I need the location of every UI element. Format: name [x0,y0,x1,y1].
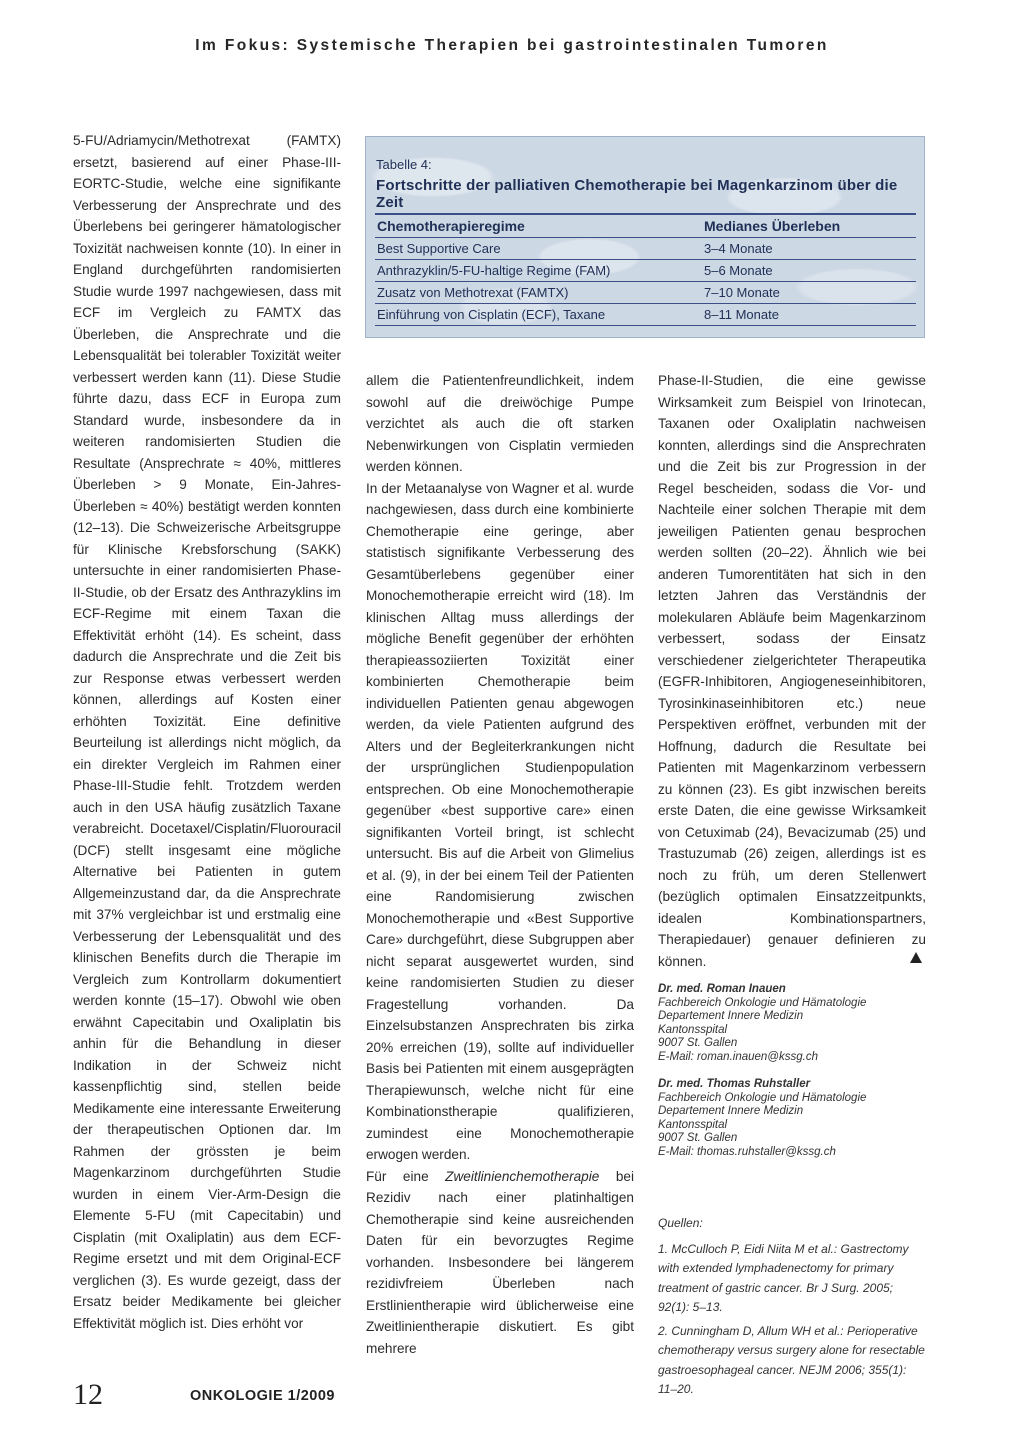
col1-paragraph: 5-FU/Adriamycin/Methotrexat (FAMTX) ersetzt, basierend auf einer Phase-III-EORTC-Studie, welche eine signifikante Verbesserung der Ansprechrate und des Überlebens bei geringerer hämatologischer Toxizität nachweisen konnte (10). In einer in England durchgeführten randomisierten Studie wurde 1997 nachgewiesen, dass mit ECF im Vergleich zu FAMTX das Überleben, die Ansprechrate und die Lebensqualität bei tolerabler Toxizität weiter verbessert werden kann (11). Diese Studie führte dazu, dass ECF in Europa zum Standard wurde, insbesondere da in weiteren randomisierten Studien die Resultate (Ansprechrate ≈ 40%, mittleres Überleben > 9 Monate, Ein-Jahres-Überleben ≈ 40%) bestätigt werden konnten (12–13). Die Schweizerische Arbeitsgruppe für Klinische Krebsforschung (SAKK) untersuchte in einer randomisierten Phase-II-Studie, ob der Ersatz des Anthrazyklins im ECF-Regime mit einem Taxan die Effektivität erhöht (14). Es scheint, dass dadurch die Ansprechrate und die Zeit bis zur Response etwas verbessert werden können, allerdings auf Kosten einer erhöhten Toxizität. Eine definitive Beurteilung ist allerdings nicht möglich, da ein direkter Vergleich im Rahmen einer Phase-III-Studie fehlt. Trotzdem werden auch in den USA häufig zusätzlich Taxane verabreicht. Docetaxel/Cisplatin/Fluorouracil (DCF) stellt insgesamt eine mögliche Alternative bei Patienten in gutem Allgemeinzustand dar, da die Ansprechrate mit 37% vergleichbar ist und erstmalig eine Verbesserung der Lebensqualität und des klinischen Benefits durch die Therapie im Vergleich zum Kontrollarm dokumentiert werden konnte (15–17). Obwohl wie oben erwähnt Capecitabin und Oxaliplatin bis anhin für die Behandlung in dieser Indikation in der Schweiz nicht kassenpflichtig sind, stellen beide Medikamente eine interessante Erweiterung der therapeutischen Optionen dar. Im Rahmen der grössten je beim Magenkarzinom durchgeführten Studie wurden in einem Vier-Arm-Design die Elemente 5-FU (mit Capecitabin) und Cisplatin (mit Oxaliplatin) aus dem ECF-Regime ersetzt und mit dem Original-ECF verglichen (3). Es wurde gezeigt, dass der Ersatz beider Medikamente bei gleicher Effektivität möglich ist. Dies erhöht vor [73,133,341,1331]
table-cell: 5–6 Monate [702,260,916,282]
author-email[interactable]: E-Mail: thomas.ruhstaller@kssg.ch [658,1145,836,1158]
end-triangle-icon [910,952,922,963]
table-cell: Zusatz von Methotrexat (FAMTX) [375,282,702,304]
table-cell: Einführung von Cisplatin (ECF), Taxane [375,304,702,326]
table-header-cell: Medianes Überleben [702,214,916,238]
running-header: Im Fokus: Systemische Therapien bei gastrointestinalen Tumoren [195,37,829,54]
table-row [375,238,916,260]
table-cell: 8–11 Monate [702,304,916,326]
author-block-2 [658,1078,926,1160]
table-header-cell: Chemotherapieregime [375,214,702,238]
author-line: Fachbereich Onkologie und Hämatologie [658,996,867,1009]
author-line: 9007 St. Gallen [658,1037,738,1050]
table-cell: 3–4 Monate [702,238,916,260]
author-name: Dr. med. Roman Inauen [658,983,786,995]
col2-p3-lead: Für eine [366,1168,446,1184]
table-caption: Tabelle 4: [376,157,432,172]
table-row [375,304,916,326]
journal-issue: ONKOLOGIE 1/2009 [190,1388,335,1404]
table-cell: 7–10 Monate [702,282,916,304]
col2-p3-rest: bei Rezidiv nach einer platinhaltigen Chemotherapie sind keine ausreichenden Daten für ein bevorzugtes Regime vorhanden. Insbesondere bei längerem rezidivfreiem Überleben nach Erstlinientherapie wird üblicherweise eine Zweitlinientherapie diskutiert. Es gibt mehrere [366,1168,634,1356]
reference-item: 1. McCulloch P, Eidi Niita M et al.: Gastrectomy with extended lymphadenectomy for primary treatment of gastric cancer. Br J Surg. 2005; 92(1): 5–13. [658,1241,909,1314]
author-block-1 [658,983,926,1065]
author-line: Fachbereich Onkologie und Hämatologie [658,1091,867,1104]
table-row [375,260,916,282]
col2-paragraph-2: In der Metaanalyse von Wagner et al. wurde nachgewiesen, dass durch eine kombinierte Chemotherapie eine geringe, aber statistisch signifikante Verbesserung des Gesamtüberlebens gegenüber einer Monochemotherapie erreicht wird (18). Im klinischen Alltag muss allerdings der mögliche Benefit gegenüber der erhöhten therapieassoziierten Toxizität einer kombinierten Chemotherapie beim individuellen Patienten genau abgewogen werden, da viele Patienten aufgrund des Alters und der Begleiterkrankungen nicht der ursprünglichen Studienpopulation entsprechen. Ob eine Monochemotherapie gegenüber «best supportive care» einen signifikanten Vorteil bringt, ist schlecht untersucht. Bis auf die Arbeit von Glimelius et al. (9), in der bei einem Teil der Patienten eine Randomisierung zwischen Monochemotherapie und «Best Supportive Care» durchgeführt, diese Subgruppen aber nicht separat ausgewertet wurden, sind keine randomisierten Studien zu dieser Fragestellung vorhanden. Da Einzelsubstanzen Ansprechraten bis zirka 20% erreichen (19), sollte auf individueller Basis bei Patienten mit einem ausgeprägten Therapiewunsch, welche nicht für eine Kombinationstherapie qualifizieren, zumindest eine Monochemotherapie erwogen werden. [366,480,634,1162]
column-2 [366,370,634,1359]
table-grid [375,213,916,326]
author-line: Kantonsspital [658,1118,728,1131]
table-title: Fortschritte der palliativen Chemotherapie bei Magenkarzinom über die Zeit [376,177,898,211]
table-row [375,282,916,304]
author-name: Dr. med. Thomas Ruhstaller [658,1078,811,1090]
col2-p3-emphasis: Zweitlinienchemotherapie [445,1168,600,1184]
column-1 [73,130,341,1334]
sources-list [658,1214,926,1404]
author-line: Kantonsspital [658,1023,728,1036]
sources-heading: Quellen: [658,1216,703,1230]
col2-paragraph-3 [366,1166,634,1360]
table-cell: Best Supportive Care [375,238,702,260]
author-line: Departement Innere Medizin [658,1010,804,1023]
author-line: 9007 St. Gallen [658,1132,738,1145]
table-cell: Anthrazyklin/5-FU-haltige Regime (FAM) [375,260,702,282]
table-4 [365,136,925,338]
col2-paragraph-1: allem die Patientenfreundlichkeit, indem sowohl auf die dreiwöchige Pumpe verzichtet als auch die oft starken Nebenwirkungen von Cisplatin vermieden werden können. [366,373,634,474]
author-line: Departement Innere Medizin [658,1105,804,1118]
col3-paragraph: Phase-II-Studien, die eine gewisse Wirksamkeit zum Beispiel von Irinotecan, Taxanen oder Oxaliplatin nachweisen konnten, allerdings sind die Ansprechraten und die Zeit bis zur Progression in der Regel bescheiden, sodass die Vor- und Nachteile einer solchen Therapie mit dem jeweiligen Patienten genau besprochen werden sollten (20–22). Ähnlich wie bei anderen Tumorentitäten hat sich in den letzten Jahren das Verständnis der molekularen Abläufe beim Magenkarzinom verbessert, sodass der Einsatz verschiedener zielgerichteter Therapeutika (EGFR-Inhibitoren, Angiogeneseinhibitoren, Tyrosinkinaseinhibitoren etc.) neue Perspektiven eröffnet, verbunden mit der Hoffnung, dadurch die Resultate bei Patienten mit Magenkarzinom verbessern zu können (23). Es gibt inzwischen bereits erste Daten, die eine gewisse Wirksamkeit von Cetuximab (24), Bevacizumab (25) und Trastuzumab (26) zeigen, allerdings ist es noch zu früh, um deren Stellenwert (bezüglich optimalen Einsatzzeitpunkts, idealen Kombinationspartners, Therapiedauer) genauer definieren zu können. [658,373,926,969]
page-number: 12 [73,1378,103,1411]
reference-item: 2. Cunningham D, Allum WH et al.: Perioperative chemotherapy versus surgery alone for resectable gastroesophageal cancer. NEJM 2006; 355(1): 11–20. [658,1323,925,1396]
column-3 [658,370,926,972]
table-header-row [375,214,916,238]
author-email[interactable]: E-Mail: roman.inauen@kssg.ch [658,1050,818,1063]
